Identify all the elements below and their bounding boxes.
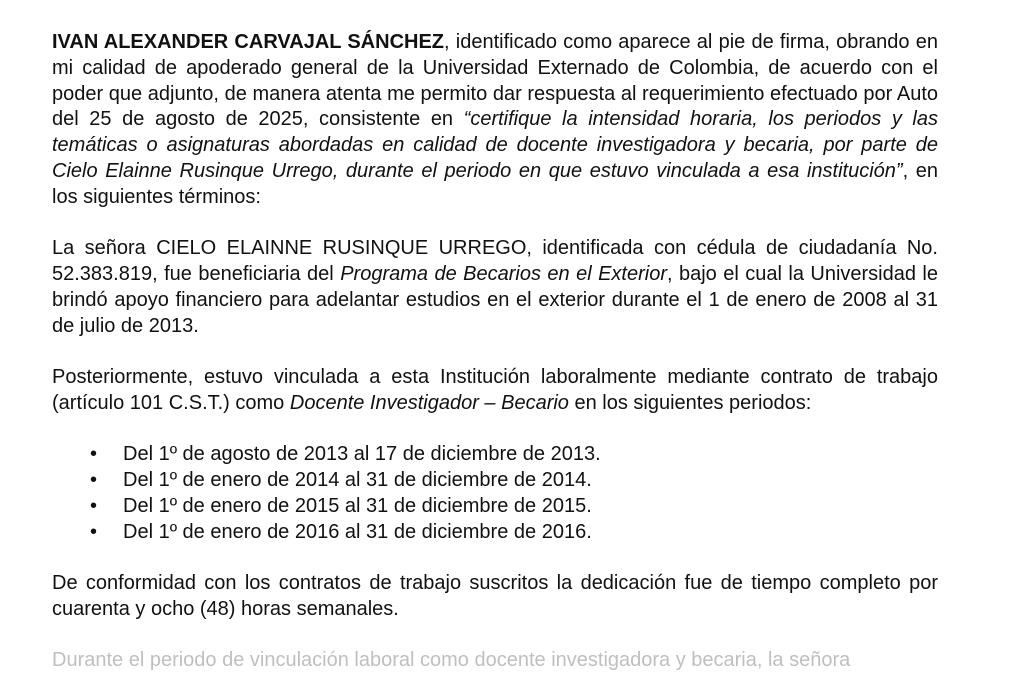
- program-name: Programa de Becarios en el Exterior: [340, 262, 667, 285]
- list-item: [52, 520, 938, 546]
- bullet-icon: •: [90, 443, 98, 466]
- bullet-icon: •: [90, 468, 98, 491]
- paragraph-dedication: De conformidad con los contratos de trabajo suscritos la dedicación fue de tiempo completo por cuarenta y ocho (48) horas semanales.: [52, 571, 938, 620]
- scholarship-closing-text: , bajo el cual la Universidad le brindó apoyo financiero para adelantar estudios en el exterior durante el 1 de enero de 2008 al 31 de julio de 2013.: [52, 262, 939, 337]
- requirement-quote: “certifique la intensidad horaria, los periodos y las temáticas o asignaturas abordadas en calidad de docente investigadora y becaria, por parte de Cielo Elainne Rusinque Urrego, durante el periodo en que estuvo vinculada a esa institución”: [52, 108, 938, 182]
- scholarship-text: La señora CIELO ELAINNE RUSINQUE URREGO, identificada con cédula de ciudadanía No. 52.383.819, fue beneficiaria del: [52, 237, 938, 285]
- attorney-name: IVAN ALEXANDER CARVAJAL SÁNCHEZ: [52, 31, 445, 53]
- list-item: [52, 442, 938, 468]
- employment-closing-text: en los siguientes periodos:: [568, 391, 812, 414]
- paragraph-scholarship: [52, 236, 938, 339]
- period-text: Del 1º de enero de 2015 al 31 de diciembre de 2015.: [123, 494, 592, 517]
- bullet-icon: •: [90, 520, 98, 543]
- list-item: [52, 494, 938, 520]
- intro-text: , identificado como aparece al pie de firma, obrando en mi calidad de apoderado general de la Universidad Externado de Colombia, de acuerdo con el poder que adjunto, de manera atenta me permito dar respuesta al requerimiento efectuado por Auto del 25 de agosto de 2025, consistente en: [52, 31, 938, 131]
- period-text: Del 1º de agosto de 2013 al 17 de diciembre de 2013.: [123, 443, 601, 466]
- period-text: Del 1º de enero de 2016 al 31 de diciembre de 2016.: [123, 520, 592, 543]
- period-text: Del 1º de enero de 2014 al 31 de diciembre de 2014.: [123, 468, 592, 491]
- list-item: [52, 468, 938, 494]
- role-name: Docente Investigador – Becario: [289, 391, 569, 414]
- periods-list: [52, 442, 938, 545]
- bullet-icon: •: [90, 494, 98, 517]
- paragraph-continued-cut-off: Durante el periodo de vinculación laboral como docente investigadora y becaria, la señora: [52, 649, 851, 672]
- paragraph-employment: [52, 365, 938, 417]
- employment-text: Posteriormente, estuvo vinculada a esta Institución laboralmente mediante contrato de trabajo (artículo 101 C.S.T.) como: [52, 365, 938, 414]
- paragraph-response-intro: [52, 30, 938, 211]
- intro-closing-text: , en los siguientes términos:: [52, 159, 938, 208]
